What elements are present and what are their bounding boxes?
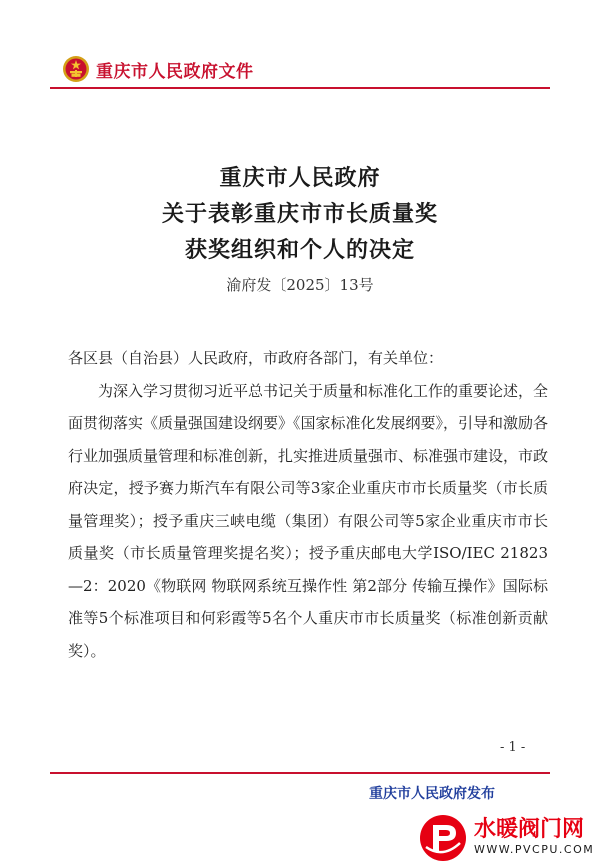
document-body bbox=[68, 342, 548, 667]
national-emblem-icon bbox=[62, 55, 90, 83]
header-divider bbox=[50, 87, 550, 89]
header-title: 重庆市人民政府文件 bbox=[96, 61, 254, 82]
document-title-block bbox=[0, 160, 600, 295]
document-title-line-2: 关于表彰重庆市市长质量奖 bbox=[161, 201, 438, 227]
valve-site-logo-icon bbox=[418, 813, 468, 863]
watermark-url: WWW.PVCPU.COM bbox=[474, 843, 595, 856]
document-number: 渝府发〔2025〕13号 bbox=[226, 276, 374, 294]
salutation: 各区县（自治县）人民政府，市政府各部门，有关单位： bbox=[68, 349, 444, 367]
publisher-label: 重庆市人民政府发布 bbox=[369, 786, 495, 802]
document-title-line-1: 重庆市人民政府 bbox=[219, 165, 381, 191]
watermark-site-name: 水暖阀门网 bbox=[474, 817, 585, 842]
body-paragraph: 为深入学习贯彻习近平总书记关于质量和标准化工作的重要论述，全面贯彻落实《质量强国建设纲要》《国家标准化发展纲要》，引导和激励各行业加强质量管理和标准创新，扎实推进质量强市、标准强市建设，市政府决定，授予赛力斯汽车有限公司等3家企业重庆市市长质量奖（市长质量管理奖）；授予重庆三峡电缆（集团）有限公司等5家企业重庆市市长质量奖（市长质量管理奖提名奖）；授予重庆邮电大学ISO/IEC 21823—2：2020《物联网 物联网系统互操作性 第2部分 传输互操作》国际标准等5个标准项目和何彩霞等5名个人重庆市市长质量奖（标准创新贡献奖）。 bbox=[68, 381, 549, 660]
document-title-line-3: 获奖组织和个人的决定 bbox=[184, 237, 415, 263]
document-header bbox=[62, 52, 254, 86]
page-number: - 1 - bbox=[500, 740, 526, 755]
footer-divider bbox=[50, 772, 550, 774]
site-watermark bbox=[418, 812, 594, 864]
